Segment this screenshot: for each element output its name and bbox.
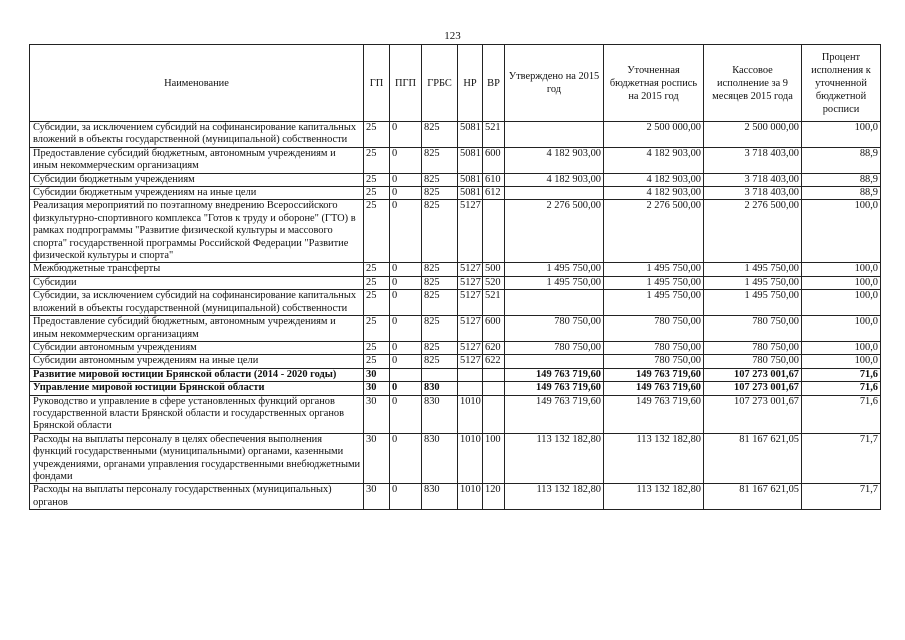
cell-approved: 149 763 719,60 (505, 382, 604, 395)
cell-percent: 100,0 (802, 316, 881, 342)
table-row (30, 484, 881, 510)
cell-nr (458, 382, 483, 395)
cell-ppgp: 0 (390, 200, 422, 263)
cell-vr: 600 (483, 147, 505, 173)
cell-ppgp: 0 (390, 263, 422, 276)
cell-approved (505, 290, 604, 316)
cell-gp: 25 (364, 200, 390, 263)
cell-percent: 100,0 (802, 200, 881, 263)
cell-refined: 2 276 500,00 (604, 200, 704, 263)
cell-percent: 71,7 (802, 433, 881, 484)
cell-gp: 25 (364, 173, 390, 186)
cell-gp: 30 (364, 382, 390, 395)
cell-ppgp: 0 (390, 433, 422, 484)
cell-refined: 149 763 719,60 (604, 395, 704, 433)
cell-ppgp: 0 (390, 122, 422, 148)
cell-nr: 5127 (458, 276, 483, 289)
cell-nr: 5127 (458, 316, 483, 342)
cell-approved: 4 182 903,00 (505, 147, 604, 173)
header-cash: Кассовое исполнение за 9 месяцев 2015 года (704, 45, 802, 122)
cell-cash: 780 750,00 (704, 316, 802, 342)
cell-ppgp: 0 (390, 173, 422, 186)
cell-vr (483, 368, 505, 381)
cell-cash: 2 500 000,00 (704, 122, 802, 148)
table-row (30, 200, 881, 263)
cell-ppgp: 0 (390, 355, 422, 368)
cell-grbs: 825 (422, 122, 458, 148)
cell-approved (505, 355, 604, 368)
cell-grbs: 825 (422, 147, 458, 173)
cell-refined: 149 763 719,60 (604, 382, 704, 395)
cell-gp: 25 (364, 290, 390, 316)
cell-vr (483, 382, 505, 395)
cell-vr: 600 (483, 316, 505, 342)
cell-ppgp: 0 (390, 290, 422, 316)
cell-gp: 30 (364, 433, 390, 484)
cell-gp: 30 (364, 484, 390, 510)
cell-refined: 149 763 719,60 (604, 368, 704, 381)
table-row (30, 187, 881, 200)
cell-name: Предоставление субсидий бюджетным, автономным учреждениям и иным некоммерческим организациям (30, 147, 364, 173)
cell-vr: 622 (483, 355, 505, 368)
cell-grbs (422, 368, 458, 381)
cell-nr: 5081 (458, 122, 483, 148)
cell-nr: 5127 (458, 263, 483, 276)
cell-percent: 71,6 (802, 395, 881, 433)
cell-cash: 81 167 621,05 (704, 433, 802, 484)
header-approved: Утверждено на 2015 год (505, 45, 604, 122)
cell-cash: 107 273 001,67 (704, 395, 802, 433)
cell-nr: 1010 (458, 395, 483, 433)
cell-cash: 780 750,00 (704, 355, 802, 368)
cell-vr: 500 (483, 263, 505, 276)
cell-approved: 780 750,00 (505, 341, 604, 354)
cell-approved (505, 122, 604, 148)
cell-cash: 107 273 001,67 (704, 368, 802, 381)
cell-gp: 25 (364, 276, 390, 289)
table-row (30, 395, 881, 433)
cell-vr: 120 (483, 484, 505, 510)
cell-ppgp: 0 (390, 276, 422, 289)
cell-cash: 1 495 750,00 (704, 263, 802, 276)
cell-approved: 4 182 903,00 (505, 173, 604, 186)
cell-name: Развитие мировой юстиции Брянской области (2014 - 2020 годы) (30, 368, 364, 381)
cell-refined: 2 500 000,00 (604, 122, 704, 148)
cell-ppgp: 0 (390, 147, 422, 173)
cell-vr: 521 (483, 290, 505, 316)
cell-refined: 1 495 750,00 (604, 290, 704, 316)
cell-approved (505, 187, 604, 200)
cell-cash: 107 273 001,67 (704, 382, 802, 395)
cell-ppgp: 0 (390, 187, 422, 200)
header-grbs: ГРБС (422, 45, 458, 122)
cell-name: Субсидии автономным учреждениям (30, 341, 364, 354)
cell-percent: 100,0 (802, 276, 881, 289)
cell-percent: 100,0 (802, 290, 881, 316)
table-row (30, 290, 881, 316)
cell-approved: 2 276 500,00 (505, 200, 604, 263)
cell-percent: 88,9 (802, 173, 881, 186)
cell-cash: 1 495 750,00 (704, 276, 802, 289)
table-row (30, 122, 881, 148)
cell-gp: 25 (364, 341, 390, 354)
cell-ppgp: 0 (390, 341, 422, 354)
cell-grbs: 825 (422, 263, 458, 276)
cell-cash: 3 718 403,00 (704, 187, 802, 200)
cell-nr: 5127 (458, 341, 483, 354)
cell-ppgp: 0 (390, 382, 422, 395)
cell-gp: 25 (364, 263, 390, 276)
cell-vr: 521 (483, 122, 505, 148)
table-row (30, 433, 881, 484)
cell-grbs: 830 (422, 433, 458, 484)
cell-vr: 620 (483, 341, 505, 354)
table-row (30, 316, 881, 342)
cell-cash: 2 276 500,00 (704, 200, 802, 263)
cell-refined: 4 182 903,00 (604, 173, 704, 186)
cell-gp: 25 (364, 122, 390, 148)
cell-nr: 5081 (458, 187, 483, 200)
header-refined: Уточненная бюджетная роспись на 2015 год (604, 45, 704, 122)
cell-ppgp: 0 (390, 316, 422, 342)
cell-grbs: 825 (422, 341, 458, 354)
cell-vr (483, 200, 505, 263)
cell-approved: 1 495 750,00 (505, 263, 604, 276)
cell-grbs: 825 (422, 355, 458, 368)
header-gp: ГП (364, 45, 390, 122)
cell-cash: 81 167 621,05 (704, 484, 802, 510)
cell-vr: 612 (483, 187, 505, 200)
cell-nr: 5127 (458, 355, 483, 368)
cell-approved: 149 763 719,60 (505, 368, 604, 381)
table-row (30, 173, 881, 186)
cell-grbs: 825 (422, 276, 458, 289)
table-row (30, 276, 881, 289)
cell-cash: 1 495 750,00 (704, 290, 802, 316)
cell-percent: 88,9 (802, 187, 881, 200)
cell-name: Субсидии, за исключением субсидий на софинансирование капитальных вложений в объекты государственной (муниципальной) собственности (30, 290, 364, 316)
cell-grbs: 830 (422, 395, 458, 433)
table-row (30, 382, 881, 395)
cell-nr: 5081 (458, 147, 483, 173)
budget-table (29, 44, 881, 510)
cell-name: Субсидии (30, 276, 364, 289)
cell-nr: 5127 (458, 200, 483, 263)
table-row (30, 263, 881, 276)
cell-name: Реализация мероприятий по поэтапному внедрению Всероссийского физкультурно-спортивного комплекса "Готов к труду и обороне" (ГТО) в рамках подпрограммы "Развитие физической культуры и массового спорта" государственной программы Российской Федерации "Развитие физической культуры и спорта" (30, 200, 364, 263)
cell-percent: 100,0 (802, 263, 881, 276)
cell-vr: 520 (483, 276, 505, 289)
cell-name: Руководство и управление в сфере установленных функций органов государственной власти Брянской области и государственных органов Брянской области (30, 395, 364, 433)
cell-gp: 25 (364, 187, 390, 200)
cell-ppgp (390, 368, 422, 381)
cell-refined: 1 495 750,00 (604, 276, 704, 289)
cell-approved: 113 132 182,80 (505, 433, 604, 484)
table-row (30, 341, 881, 354)
cell-percent: 100,0 (802, 355, 881, 368)
cell-nr (458, 368, 483, 381)
cell-name: Субсидии бюджетным учреждениям (30, 173, 364, 186)
cell-grbs: 825 (422, 290, 458, 316)
cell-refined: 4 182 903,00 (604, 147, 704, 173)
cell-percent: 71,6 (802, 368, 881, 381)
cell-percent: 71,6 (802, 382, 881, 395)
cell-grbs: 825 (422, 200, 458, 263)
cell-vr (483, 395, 505, 433)
header-vr: ВР (483, 45, 505, 122)
cell-vr: 100 (483, 433, 505, 484)
cell-approved: 149 763 719,60 (505, 395, 604, 433)
cell-gp: 25 (364, 316, 390, 342)
table-body (30, 122, 881, 510)
header-ppgp: ПГП (390, 45, 422, 122)
cell-gp: 25 (364, 355, 390, 368)
cell-nr: 1010 (458, 433, 483, 484)
cell-grbs: 830 (422, 484, 458, 510)
cell-approved: 113 132 182,80 (505, 484, 604, 510)
cell-refined: 780 750,00 (604, 316, 704, 342)
cell-name: Расходы на выплаты персоналу государственных (муниципальных) органов (30, 484, 364, 510)
table-row (30, 147, 881, 173)
cell-refined: 1 495 750,00 (604, 263, 704, 276)
page-number: 123 (444, 30, 461, 42)
cell-percent: 100,0 (802, 122, 881, 148)
cell-name: Предоставление субсидий бюджетным, автономным учреждениям и иным некоммерческим организациям (30, 316, 364, 342)
cell-cash: 3 718 403,00 (704, 173, 802, 186)
cell-gp: 25 (364, 147, 390, 173)
cell-grbs: 825 (422, 173, 458, 186)
cell-grbs: 825 (422, 316, 458, 342)
cell-name: Расходы на выплаты персоналу в целях обеспечения выполнения функций государственными (муниципальными) органами, казенными учреждениями, органами управления государственными внебюджетными фондами (30, 433, 364, 484)
cell-approved: 780 750,00 (505, 316, 604, 342)
cell-grbs: 825 (422, 187, 458, 200)
cell-refined: 113 132 182,80 (604, 433, 704, 484)
cell-refined: 780 750,00 (604, 355, 704, 368)
table-row (30, 368, 881, 381)
table-header-row (30, 45, 881, 122)
header-name: Наименование (30, 45, 364, 122)
cell-vr: 610 (483, 173, 505, 186)
cell-grbs: 830 (422, 382, 458, 395)
cell-refined: 113 132 182,80 (604, 484, 704, 510)
header-percent: Процент исполнения к уточненной бюджетной росписи (802, 45, 881, 122)
cell-approved: 1 495 750,00 (505, 276, 604, 289)
cell-ppgp: 0 (390, 484, 422, 510)
cell-name: Межбюджетные трансферты (30, 263, 364, 276)
cell-cash: 780 750,00 (704, 341, 802, 354)
header-nr: НР (458, 45, 483, 122)
cell-nr: 5081 (458, 173, 483, 186)
cell-percent: 71,7 (802, 484, 881, 510)
cell-name: Управление мировой юстиции Брянской области (30, 382, 364, 395)
cell-percent: 88,9 (802, 147, 881, 173)
cell-name: Субсидии, за исключением субсидий на софинансирование капитальных вложений в объекты государственной (муниципальной) собственности (30, 122, 364, 148)
cell-refined: 4 182 903,00 (604, 187, 704, 200)
cell-nr: 5127 (458, 290, 483, 316)
table-row (30, 355, 881, 368)
cell-refined: 780 750,00 (604, 341, 704, 354)
cell-nr: 1010 (458, 484, 483, 510)
cell-percent: 100,0 (802, 341, 881, 354)
cell-ppgp: 0 (390, 395, 422, 433)
cell-gp: 30 (364, 368, 390, 381)
cell-cash: 3 718 403,00 (704, 147, 802, 173)
cell-name: Субсидии бюджетным учреждениям на иные цели (30, 187, 364, 200)
cell-gp: 30 (364, 395, 390, 433)
cell-name: Субсидии автономным учреждениям на иные цели (30, 355, 364, 368)
